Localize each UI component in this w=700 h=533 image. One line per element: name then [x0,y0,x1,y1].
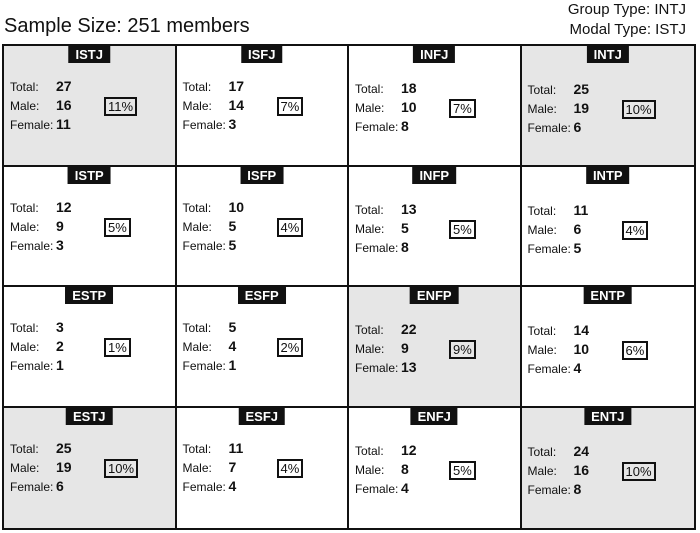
type-label: ESFP [238,287,286,304]
male-label: Male: [527,102,557,116]
percent-badge: 10% [622,462,656,481]
cell-stats [10,78,168,135]
female-value: 4 [228,477,237,494]
type-cell-esfj [177,408,350,529]
total-row [528,81,686,100]
male-value: 19 [56,458,72,475]
total-row [10,440,168,459]
male-row [183,459,341,478]
male-value: 16 [573,461,590,478]
total-label: Total: [355,82,384,96]
female-value: 8 [401,238,409,255]
cell-stats [528,202,686,259]
female-label: Female: [355,361,399,375]
total-value: 12 [56,198,72,215]
male-value: 10 [401,99,417,115]
type-cell-enfp [349,287,522,408]
total-value: 22 [401,321,417,337]
type-cell-istj [4,46,177,167]
male-row [10,97,168,116]
female-value: 11 [56,116,71,132]
female-row [528,481,686,500]
female-row [10,357,168,376]
female-label: Female: [355,240,399,255]
total-row [355,321,513,340]
total-value: 18 [401,80,417,96]
type-cell-estj [4,408,177,529]
type-table-grid [2,44,696,530]
male-label: Male: [10,340,40,354]
female-row [528,360,686,379]
female-row [528,119,686,138]
total-value: 13 [401,200,417,217]
percent-badge: 2% [277,338,304,357]
type-cell-entp [522,287,695,408]
cell-stats [183,319,341,376]
male-value: 4 [228,338,237,354]
total-value: 17 [228,78,245,94]
total-label: Total: [527,324,557,338]
female-value: 13 [401,359,417,375]
male-value: 19 [573,100,590,116]
type-label: INFP [412,167,456,184]
cell-stats [528,322,686,379]
total-row [10,78,168,97]
female-value: 6 [56,477,64,494]
female-label: Female: [355,120,399,134]
female-row [183,237,341,256]
type-cell-infj [349,46,522,167]
type-summary [568,0,686,40]
type-cell-entj [522,408,695,529]
total-value: 5 [228,319,237,335]
female-label: Female: [527,121,571,135]
male-label: Male: [355,462,385,477]
total-label: Total: [10,200,39,215]
total-row [528,322,686,341]
type-cell-infp [349,167,522,288]
total-label: Total: [182,80,212,94]
percent-badge: 4% [277,459,304,478]
type-cell-estp [4,287,177,408]
type-label: INTP [586,167,630,184]
cell-stats [355,80,513,137]
type-label: ESTJ [66,408,113,425]
male-value: 6 [573,220,582,237]
female-row [10,478,168,497]
total-label: Total: [182,200,212,215]
total-label: Total: [355,443,384,458]
female-label: Female: [527,362,571,376]
type-label: ENFJ [411,408,458,425]
total-row [10,319,168,338]
percent-badge: 4% [277,218,304,237]
male-label: Male: [182,219,212,234]
male-label: Male: [527,222,557,237]
cell-stats [355,201,513,258]
total-value: 14 [573,322,590,338]
total-label: Total: [10,321,39,335]
male-label: Male: [182,340,212,354]
total-row [10,199,168,218]
total-value: 25 [573,81,590,97]
total-label: Total: [182,321,212,335]
male-value: 9 [401,340,409,356]
male-row [10,459,168,478]
male-row [183,97,341,116]
female-row [355,239,513,258]
cell-stats [528,443,686,500]
total-value: 27 [56,78,72,94]
male-row [10,218,168,237]
male-value: 2 [56,338,64,354]
total-row [528,443,686,462]
female-label: Female: [182,118,226,132]
percent-badge: 6% [622,341,649,360]
male-value: 10 [573,341,590,357]
total-row [355,442,513,461]
type-label: ISTP [68,167,111,184]
type-label: ENFP [410,287,459,304]
male-label: Male: [355,342,385,356]
type-cell-intp [522,167,695,288]
percent-badge: 11% [104,97,137,116]
female-row [10,116,168,135]
sample-size: Sample Size: 251 members [4,15,250,37]
type-label: ISTJ [69,46,110,63]
male-value: 9 [56,217,64,234]
percent-badge: 4% [622,221,649,240]
percent-badge: 10% [622,100,656,119]
female-label: Female: [182,238,226,253]
type-cell-isfj [177,46,350,167]
percent-badge: 5% [449,220,476,239]
total-row [183,319,341,338]
male-row [528,100,686,119]
female-row [183,116,341,135]
male-value: 5 [401,219,409,236]
female-value: 8 [401,118,409,134]
male-value: 8 [401,460,409,477]
male-row [183,218,341,237]
male-value: 16 [56,97,72,113]
male-label: Male: [10,219,40,234]
type-label: INTJ [587,46,629,63]
male-row [10,338,168,357]
total-row [355,80,513,99]
female-value: 3 [228,116,237,132]
total-row [183,78,341,97]
total-label: Total: [10,80,39,94]
type-cell-istp [4,167,177,288]
type-cell-esfp [177,287,350,408]
cell-stats [183,440,341,497]
female-label: Female: [355,481,399,496]
female-value: 1 [228,357,237,373]
total-label: Total: [10,441,39,456]
female-value: 5 [573,239,582,256]
male-label: Male: [355,221,385,236]
total-label: Total: [355,202,384,217]
male-row [528,341,686,360]
percent-badge: 1% [104,338,131,357]
total-value: 12 [401,441,417,458]
cell-stats [355,321,513,378]
total-row [183,440,341,459]
female-label: Female: [10,118,54,132]
female-label: Female: [527,241,571,256]
type-label: ISFJ [241,46,282,63]
type-label: INFJ [413,46,455,63]
percent-badge: 10% [104,459,138,478]
type-label: ESFJ [238,408,285,425]
female-row [355,118,513,137]
female-value: 4 [401,479,409,496]
female-value: 8 [573,480,582,497]
type-label: ENTP [583,287,632,304]
percent-badge: 7% [449,99,476,118]
male-value: 5 [228,217,237,234]
total-value: 11 [573,201,589,218]
male-label: Male: [527,343,557,357]
total-row [355,201,513,220]
male-value: 14 [228,97,245,113]
group-type: Group Type: INTJ [567,1,686,18]
male-label: Male: [182,99,212,113]
male-row [355,461,513,480]
female-value: 4 [573,360,582,376]
cell-stats [10,199,168,256]
total-value: 3 [56,319,64,335]
modal-type: Modal Type: ISTJ [569,21,686,38]
total-row [528,202,686,221]
female-row [355,359,513,378]
total-label: Total: [527,203,557,218]
male-row [183,338,341,357]
female-value: 5 [228,236,237,253]
female-label: Female: [10,359,54,373]
male-label: Male: [527,463,557,478]
female-row [10,237,168,256]
total-label: Total: [527,444,557,459]
female-row [355,480,513,499]
total-label: Total: [355,323,384,337]
female-row [528,240,686,259]
cell-stats [183,78,341,135]
male-label: Male: [355,101,385,115]
female-label: Female: [182,359,226,373]
male-value: 7 [228,458,237,475]
female-label: Female: [10,238,54,253]
percent-badge: 5% [104,218,131,237]
female-value: 1 [56,357,64,373]
total-value: 24 [573,442,590,459]
cell-stats [183,199,341,256]
female-label: Female: [182,479,226,494]
cell-stats [528,81,686,138]
total-value: 11 [228,439,244,456]
male-label: Male: [10,460,40,475]
female-row [183,478,341,497]
total-label: Total: [182,441,212,456]
total-value: 25 [56,439,72,456]
male-label: Male: [182,460,212,475]
female-label: Female: [527,482,571,497]
type-label: ISFP [240,167,283,184]
male-row [355,99,513,118]
cell-stats [10,440,168,497]
type-cell-isfp [177,167,350,288]
female-label: Female: [10,479,54,494]
male-row [355,220,513,239]
percent-badge: 7% [277,97,304,116]
percent-badge: 9% [449,340,476,359]
female-row [183,357,341,376]
male-label: Male: [10,99,40,113]
type-cell-intj [522,46,695,167]
male-row [528,221,686,240]
female-value: 3 [56,236,64,253]
type-label: ESTP [65,287,113,304]
cell-stats [10,319,168,376]
total-row [183,199,341,218]
type-cell-enfj [349,408,522,529]
cell-stats [355,442,513,499]
percent-badge: 5% [449,461,476,480]
male-row [355,340,513,359]
male-row [528,462,686,481]
female-value: 6 [573,119,582,135]
total-value: 10 [228,198,245,215]
type-label: ENTJ [584,408,631,425]
total-label: Total: [527,83,557,97]
